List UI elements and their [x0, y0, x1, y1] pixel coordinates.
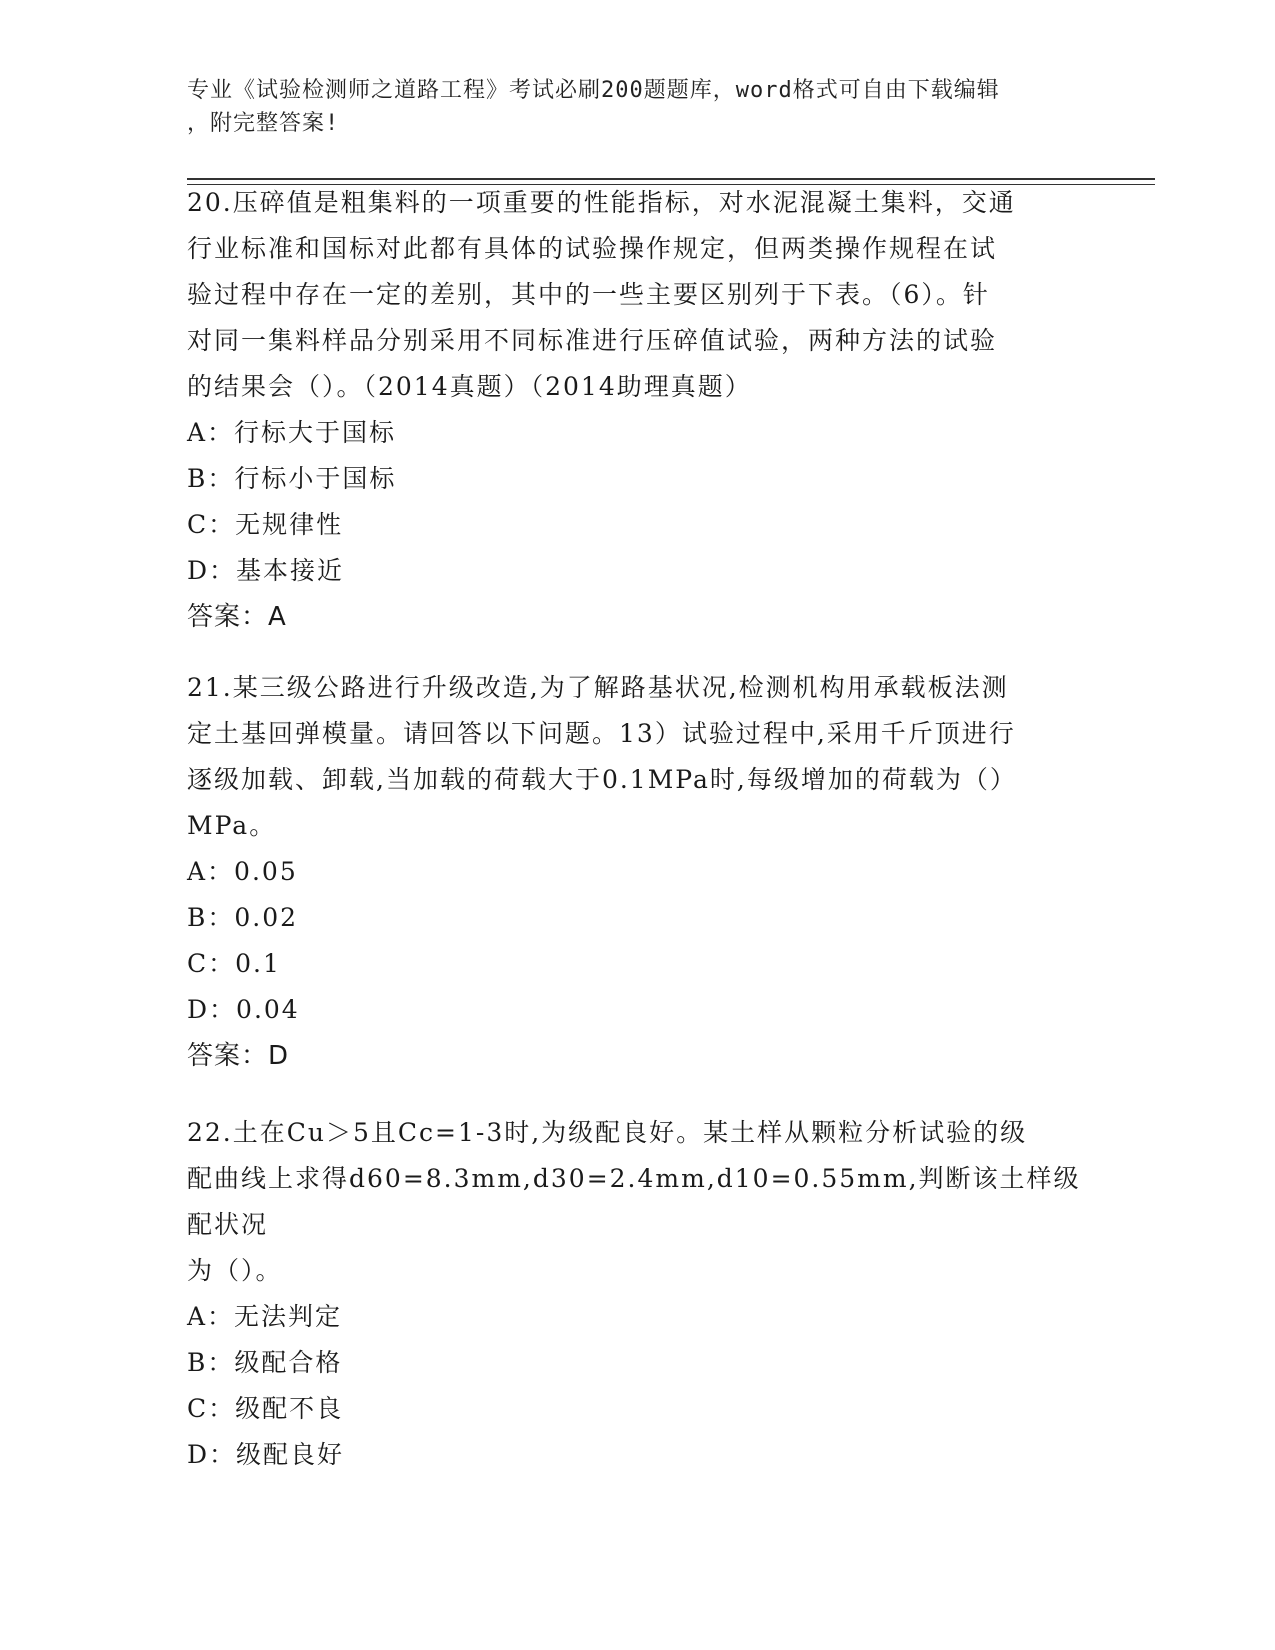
option-b: B：0.02: [187, 903, 299, 932]
option-a: A：无法判定: [187, 1302, 343, 1331]
answer: 答案：D: [187, 1041, 290, 1071]
question-22: [187, 1110, 1087, 1478]
option-b: B：行标小于国标: [187, 464, 397, 493]
header-line-1: 专业《试验检测师之道路工程》考试必刷200题题库，word格式可自由下载编辑: [187, 78, 1000, 103]
option-d: D：级配良好: [187, 1440, 345, 1469]
option-c: C：级配不良: [187, 1394, 344, 1423]
answer: 答案：A: [187, 602, 287, 632]
option-c: C：无规律性: [187, 510, 344, 539]
option-b: B：级配合格: [187, 1348, 343, 1377]
option-c: C：0.1: [187, 949, 281, 978]
question-text: 22.土在Cu＞5且Cc=1-3时,为级配良好。某土样从颗粒分析试验的级 配曲线上求得d60=8.3mm,d30=2.4mm,d10=0.55mm,判断该土样级配状况 为（）。: [187, 1118, 1081, 1285]
option-d: D：0.04: [187, 995, 300, 1024]
header-line-2: ，附完整答案!: [187, 111, 340, 136]
question-20: [187, 180, 1087, 640]
option-a: A：0.05: [187, 857, 298, 886]
question-text: 20.压碎值是粗集料的一项重要的性能指标，对水泥混凝土集料，交通 行业标准和国标对此都有具体的试验操作规定，但两类操作规程在试 验过程中存在一定的差别，其中的一些主要区别列于下表。（6）。针 对同一集料样品分别采用不同标准进行压碎值试验，两种方法的试验 的结果会（）。（2014真题）（2014助理真题）: [187, 188, 1016, 401]
document-header: [187, 74, 1087, 140]
option-d: D：基本接近: [187, 556, 345, 585]
question-21: [187, 665, 1087, 1079]
option-a: A：行标大于国标: [187, 418, 397, 447]
question-text: 21.某三级公路进行升级改造,为了解路基状况,检测机构用承载板法测 定土基回弹模量。请回答以下问题。13）试验过程中,采用千斤顶进行 逐级加载、卸载,当加载的荷载大于0.1MPa时,每级增加的荷载为（） MPa。: [187, 673, 1017, 840]
